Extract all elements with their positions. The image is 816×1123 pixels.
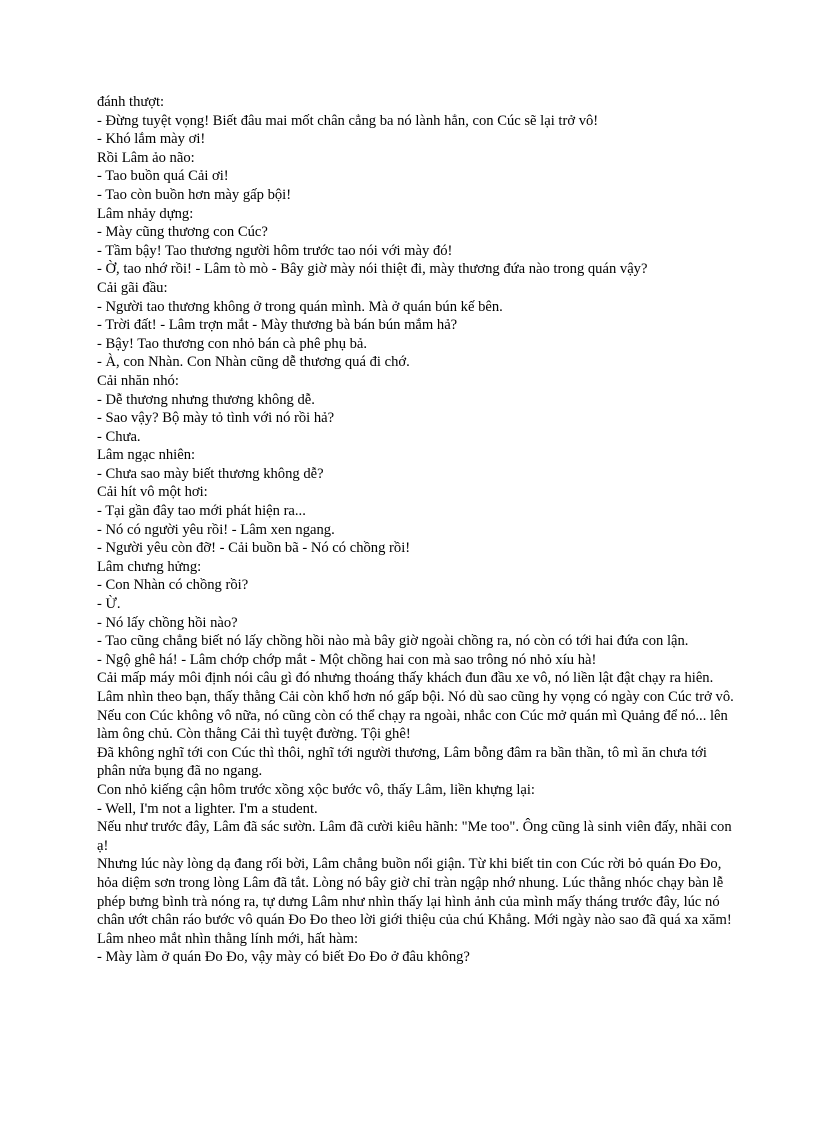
paragraph: - Tao còn buồn hơn mày gấp bội! [97,186,292,203]
paragraph: - Ngộ ghê há! - Lâm chớp chớp mắt - Một chồng hai con mà sao trông nó nhỏ xíu hà! [97,651,597,668]
paragraph: - Dễ thương nhưng thương không dễ. [97,391,315,408]
paragraph: - Tao buồn quá Cải ơi! [97,168,229,185]
paragraph: - Trời đất! - Lâm trợn mắt - Mày thương bà bán bún mắm hả? [97,317,458,334]
paragraph: - Sao vậy? Bộ mày tỏ tình với nó rồi hả? [97,410,335,427]
paragraph: Cải mấp máy môi định nói câu gì đó nhưng thoáng thấy khách đun đầu xe vô, nó liền lật đật chạy ra hiên. [97,670,714,687]
paragraph: - Tầm bậy! Tao thương người hôm trước tao nói với mày đó! [97,242,453,259]
paragraph: - Mày cũng thương con Cúc? [97,224,268,241]
paragraph: - Ờ, tao nhớ rồi! - Lâm tò mò - Bây giờ mày nói thiệt đi, mày thương đứa nào trong quán vậy? [97,261,648,278]
paragraph: Cải nhăn nhó: [97,372,179,389]
paragraph: Lâm nhìn theo bạn, thấy thằng Cải còn khổ hơn nó gấp bội. Nó dù sao cũng hy vọng có ngày con Cúc trở vô. Nếu con Cúc không vô nữa, nó cũng còn có thể chạy ra ngoài, nhắc con Cúc mở quán mì Quảng để nó... lên làm ông chủ. Còn thằng Cải thì tuyệt đường. Tội ghê! [97,689,734,743]
paragraph: Đã không nghĩ tới con Cúc thì thôi, nghĩ tới người thương, Lâm bỗng đâm ra bần thần, tô mì ăn chưa tới phân nửa bụng đã no ngang. [97,744,707,780]
paragraph: Lâm nheo mắt nhìn thằng lính mới, hất hàm: [97,930,359,947]
paragraph: - Tại gần đây tao mới phát hiện ra... [97,503,306,520]
paragraph: - Chưa. [97,428,141,445]
paragraph: - Nó có người yêu rồi! - Lâm xen ngang. [97,521,335,538]
paragraph: - Khó lắm mày ơi! [97,131,206,148]
paragraph: - Con Nhàn có chồng rồi? [97,577,249,594]
paragraph: - Chưa sao mày biết thương không dễ? [97,465,324,482]
paragraph: Cải hít vô một hơi: [97,484,208,501]
paragraph: Nếu như trước đây, Lâm đã sác sườn. Lâm đã cười kiêu hãnh: "Me too". Ông cũng là sinh viên đấy, nhãi con ạ! [97,819,732,854]
paragraph: Lâm chưng hửng: [97,558,202,575]
paragraph: - Người tao thương không ở trong quán mình. Mà ở quán bún kế bên. [97,298,503,315]
paragraph: - Người yêu còn đỡ! - Cải buồn bã - Nó có chồng rồi! [97,540,411,557]
paragraph: - Bậy! Tao thương con nhỏ bán cà phê phụ bả. [97,335,368,352]
paragraph: - Tao cũng chẳng biết nó lấy chồng hồi nào mà bây giờ ngoài chồng ra, nó còn có tới hai đứa con lận. [97,633,689,650]
paragraph: Lâm ngạc nhiên: [97,447,196,464]
paragraph: Nhưng lúc này lòng dạ đang rối bời, Lâm chẳng buồn nổi giận. Từ khi biết tin con Cúc rời bỏ quán Đo Đo, hỏa diệm sơn trong lòng Lâm đã tắt. Lòng nó bây giờ chỉ tràn ngập nhớ nhung. Lúc thằng nhóc chạy bàn lễ phép bưng bình trà nóng ra, tự dưng Lâm như nhìn thấy lại hình ảnh của mình mấy tháng trước đây, lúc nó chân ướt chân ráo bước vô quán Đo Đo theo lời giới thiệu của chú Khẳng. Mới ngày nào sao đã quá xa xăm! [97,856,732,929]
paragraph: - Đừng tuyệt vọng! Biết đâu mai mốt chân cẳng ba nó lành hẳn, con Cúc sẽ lại trở vô! [97,112,599,129]
document-page [97,93,737,967]
paragraph: - À, con Nhàn. Con Nhàn cũng dễ thương quá đi chớ. [97,354,410,371]
paragraph: - Nó lấy chồng hồi nào? [97,614,238,631]
paragraph: Con nhỏ kiếng cận hôm trước xồng xộc bước vô, thấy Lâm, liền khựng lại: [97,781,535,798]
paragraph: - Well, I'm not a lighter. I'm a student. [97,800,318,817]
paragraph: Rồi Lâm ảo não: [97,149,195,166]
paragraph: đánh thượt: [97,94,165,110]
paragraph: - Ừ. [97,596,121,613]
paragraph: - Mày làm ở quán Đo Đo, vậy mày có biết Đo Đo ở đâu không? [97,949,470,966]
paragraph: Lâm nhảy dựng: [97,205,194,222]
paragraph: Cải gãi đầu: [97,279,168,296]
